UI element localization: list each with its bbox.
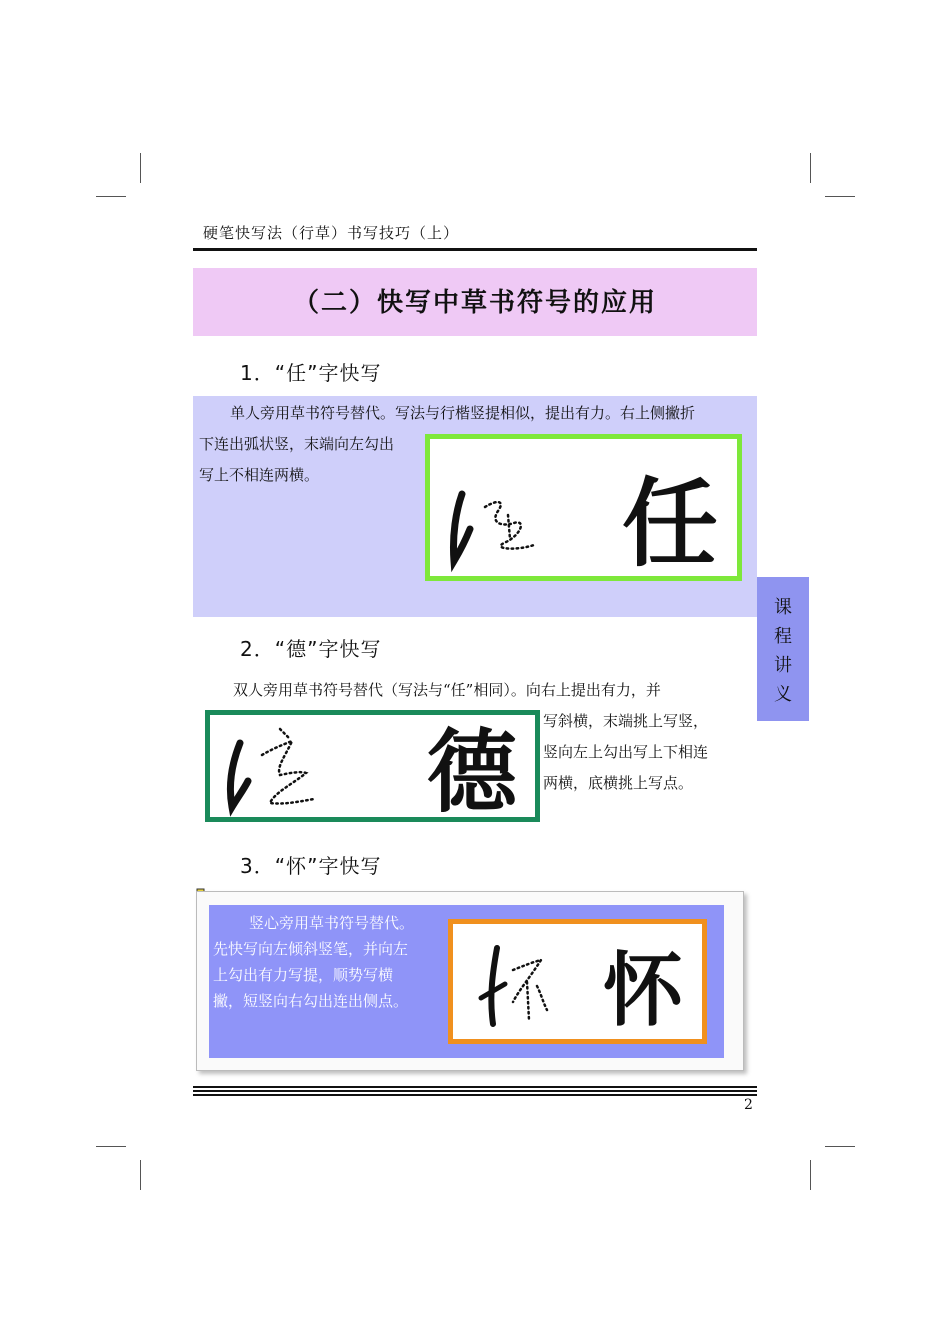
section-1-image-frame: [425, 434, 742, 581]
section-3-image-frame: [448, 919, 707, 1044]
section-2-image-frame: [205, 710, 540, 822]
footer-rule: [193, 1094, 757, 1096]
crop-mark: [825, 1146, 855, 1147]
side-tab-char: 义: [774, 684, 792, 705]
section-1-text-line: 写上不相连两横。: [199, 466, 320, 484]
section-heading-3: 3．“怀”字快写: [240, 854, 382, 878]
crop-mark: [825, 196, 855, 197]
crop-mark: [96, 196, 126, 197]
crop-mark: [140, 1160, 141, 1190]
crop-mark: [810, 1160, 811, 1190]
section-3-text-line: 竖心旁用草书符号替代。: [249, 914, 415, 932]
section-2-text-line: 双人旁用草书符号替代（写法与“任”相同）。向右上提出有力，并: [233, 681, 661, 699]
page-title: （二）快写中草书符号的应用: [292, 288, 657, 318]
page-number: 2: [744, 1097, 753, 1113]
section-heading-1: 1．“任”字快写: [240, 361, 382, 385]
footer-rule: [193, 1086, 757, 1088]
character-glyph: 德: [427, 719, 517, 817]
section-2-text-line: 两横，底横挑上写点。: [543, 774, 694, 792]
crop-mark: [96, 1146, 126, 1147]
side-tab: [757, 577, 809, 721]
section-1-text-line: 下连出弧状竖，末端向左勾出: [199, 435, 395, 453]
section-3-text-line: 先快写向左倾斜竖笔，并向左: [213, 940, 409, 958]
header-rule: [193, 248, 757, 251]
title-band: [193, 268, 757, 336]
cursive-character-image: [453, 924, 702, 1039]
character-glyph: 任: [622, 467, 718, 576]
section-heading-2: 2．“德”字快写: [240, 637, 382, 661]
crop-mark: [140, 153, 141, 183]
section-2-text-line: 写斜横，末端挑上写竖，: [543, 712, 709, 730]
side-tab-char: 讲: [774, 655, 792, 676]
section-1-text-line: 单人旁用草书符号替代。写法与行楷竖提相似，提出有力。右上侧撇折: [230, 404, 696, 422]
section-3-text-line: 上勾出有力写提，顺势写横: [213, 966, 394, 984]
side-tab-char: 程: [774, 626, 792, 647]
cursive-character-image: [210, 715, 535, 817]
footer-rule: [193, 1090, 757, 1092]
section-2-text-line: 竖向左上勾出写上下相连: [543, 743, 709, 761]
side-tab-char: 课: [774, 597, 792, 618]
character-glyph: 怀: [603, 943, 683, 1037]
running-header: 硬笔快写法（行草）书写技巧（上）: [203, 224, 460, 242]
cursive-character-image: [430, 439, 737, 576]
section-3-text-line: 撇，短竖向右勾出连出侧点。: [213, 992, 409, 1010]
crop-mark: [810, 153, 811, 183]
